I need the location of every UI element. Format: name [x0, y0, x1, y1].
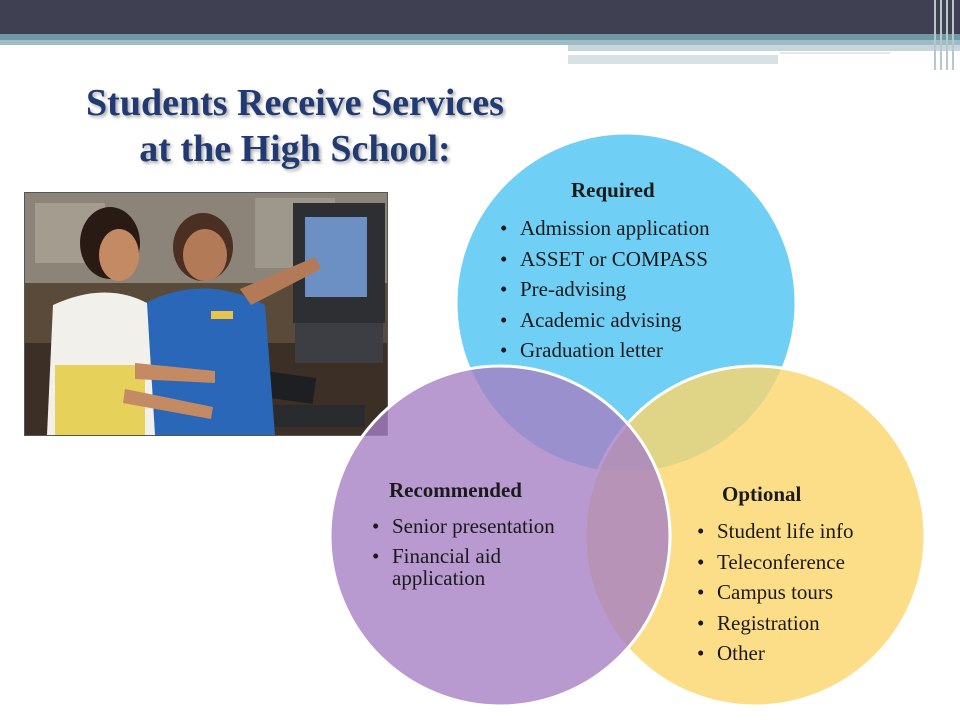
title-line-2: at the High School:	[139, 128, 451, 170]
required-item: • Pre-advising	[500, 274, 710, 305]
recommended-item: • Senior presentation	[372, 515, 562, 537]
recommended-heading: Recommended	[389, 478, 522, 502]
required-item: • Admission application	[500, 213, 710, 244]
optional-list	[697, 516, 853, 669]
title-line-1: Students Receive Services	[86, 82, 504, 124]
required-item: • Graduation letter	[500, 335, 710, 366]
optional-item: • Teleconference	[697, 547, 853, 578]
recommended-item: • Financial aid application	[372, 545, 562, 589]
recommended-list	[372, 515, 562, 597]
required-heading: Required	[571, 178, 655, 202]
optional-item: • Registration	[697, 608, 853, 639]
optional-item: • Campus tours	[697, 577, 853, 608]
required-list	[500, 213, 710, 366]
required-item: • ASSET or COMPASS	[500, 244, 710, 275]
optional-item: • Other	[697, 638, 853, 669]
optional-item: • Student life info	[697, 516, 853, 547]
required-item: • Academic advising	[500, 305, 710, 336]
optional-heading: Optional	[722, 482, 802, 506]
